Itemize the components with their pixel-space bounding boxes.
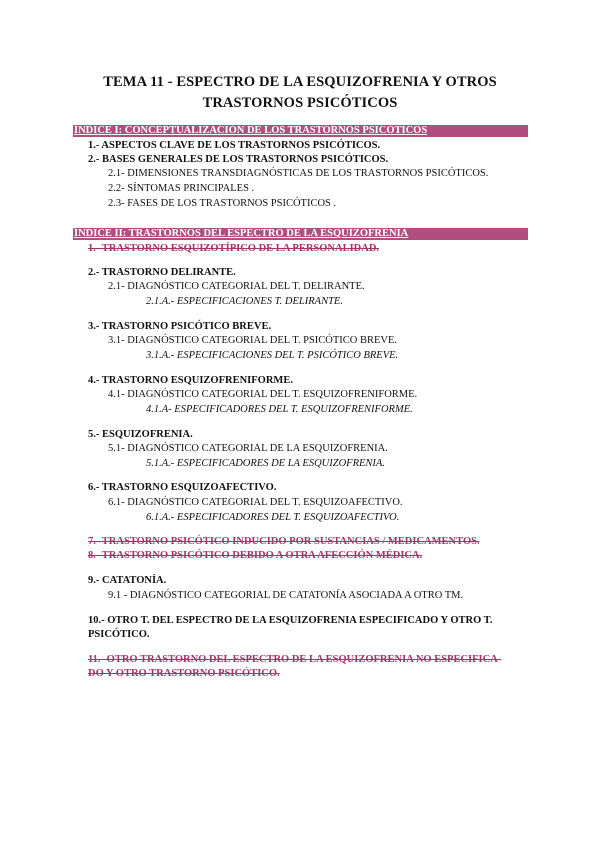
index-2-item-6-1: 6.1- DIAGNÓSTICO CATEGORIAL DEL T. ESQUIZOAFECTIVO. [108,497,403,508]
index-1-header: ÍNDICE I: CONCEPTUALIZACIÓN DE LOS TRASTORNOS PSICÓTICOS [73,125,528,137]
title-line-1: TEMA 11 - ESPECTRO DE LA ESQUIZOFRENIA Y OTROS [103,74,497,90]
index-1-item-2-1: 2.1- DIMENSIONES TRANSDIAGNÓSTICAS DE LOS TRASTORNOS PSICÓTICOS. [108,168,489,179]
index-2-item-9: 9.- CATATONÍA. [88,575,167,586]
index-2-item-5-1: 5.1- DIAGNÓSTICO CATEGORIAL DE LA ESQUIZOFRENIA. [108,443,388,454]
index-1-item-2: 2.- BASES GENERALES DE LOS TRASTORNOS PSICÓTICOS. [88,154,389,165]
index-2-item-4-1-a: 4.1.A- ESPECIFICADORES DEL T. ESQUIZOFRENIFORME. [146,404,413,415]
index-2-item-10-line-1: 10.- OTRO T. DEL ESPECTRO DE LA ESQUIZOFRENIA ESPECIFICADO Y OTRO T. [88,615,493,626]
index-2-item-5: 5.- ESQUIZOFRENIA. [88,429,193,440]
index-2-item-3-1-a: 3.1.A.- ESPECIFICACIONES DEL T. PSICÓTICO BREVE. [146,350,399,361]
index-2-item-4-1: 4.1- DIAGNÓSTICO CATEGORIAL DEL T. ESQUIZOFRENIFORME. [108,389,418,400]
index-2-item-11-line-1: 11.- OTRO TRASTORNO DEL ESPECTRO DE LA ESQUIZOFRENIA NO ESPECIFICA- [88,654,502,665]
index-2-item-9-1: 9.1 - DIAGNÓSTICO CATEGORIAL DE CATATONÍA ASOCIADA A OTRO TM. [108,590,464,601]
index-2-item-7: 7.- TRASTORNO PSICÓTICO INDUCIDO POR SUSTANCIAS / MEDICAMENTOS. [88,536,480,547]
title-line-2: TRASTORNOS PSICÓTICOS [202,95,398,111]
document-title [60,72,540,114]
index-2-item-8: 8.- TRASTORNO PSICÓTICO DEBIDO A OTRA AFECCIÓN MÉDICA. [88,550,423,561]
index-1-item-2-3: 2.3- FASES DE LOS TRASTORNOS PSICÓTICOS . [108,198,337,209]
index-2-item-2: 2.- TRASTORNO DELIRANTE. [88,267,236,278]
index-1-item-1: 1.- ASPECTOS CLAVE DE LOS TRASTORNOS PSICÓTICOS. [88,140,381,151]
index-2-header: ÍNDICE II: TRASTORNOS DEL ESPECTRO DE LA ESQUIZOFRENIA [73,228,528,240]
index-2-item-6-1-a: 6.1.A.- ESPECIFICADORES DEL T. ESQUIZOAFECTIVO. [146,512,400,523]
index-2-item-10-line-2: PSICÓTICO. [88,629,150,640]
index-2-item-1: 1.- TRASTORNO ESQUIZOTÍPICO DE LA PERSONALIDAD. [88,243,380,254]
index-2-item-2-1-a: 2.1.A.- ESPECIFICACIONES T. DELIRANTE. [146,296,343,307]
index-2-item-11-line-2: DO Y OTRO TRASTORNO PSICÓTICO. [88,668,280,679]
index-2-item-4: 4.- TRASTORNO ESQUIZOFRENIFORME. [88,375,293,386]
index-2-item-6: 6.- TRASTORNO ESQUIZOAFECTIVO. [88,482,277,493]
index-2-item-3-1: 3.1- DIAGNÓSTICO CATEGORIAL DEL T. PSICÓTICO BREVE. [108,335,398,346]
index-1-item-2-2: 2.2- SÍNTOMAS PRINCIPALES . [108,183,255,194]
index-2-item-5-1-a: 5.1.A.- ESPECIFICADORES DE LA ESQUIZOFRENIA. [146,458,385,469]
index-2-item-2-1: 2.1- DIAGNÓSTICO CATEGORIAL DEL T. DELIRANTE. [108,281,365,292]
index-2-item-3: 3.- TRASTORNO PSICÓTICO BREVE. [88,321,272,332]
